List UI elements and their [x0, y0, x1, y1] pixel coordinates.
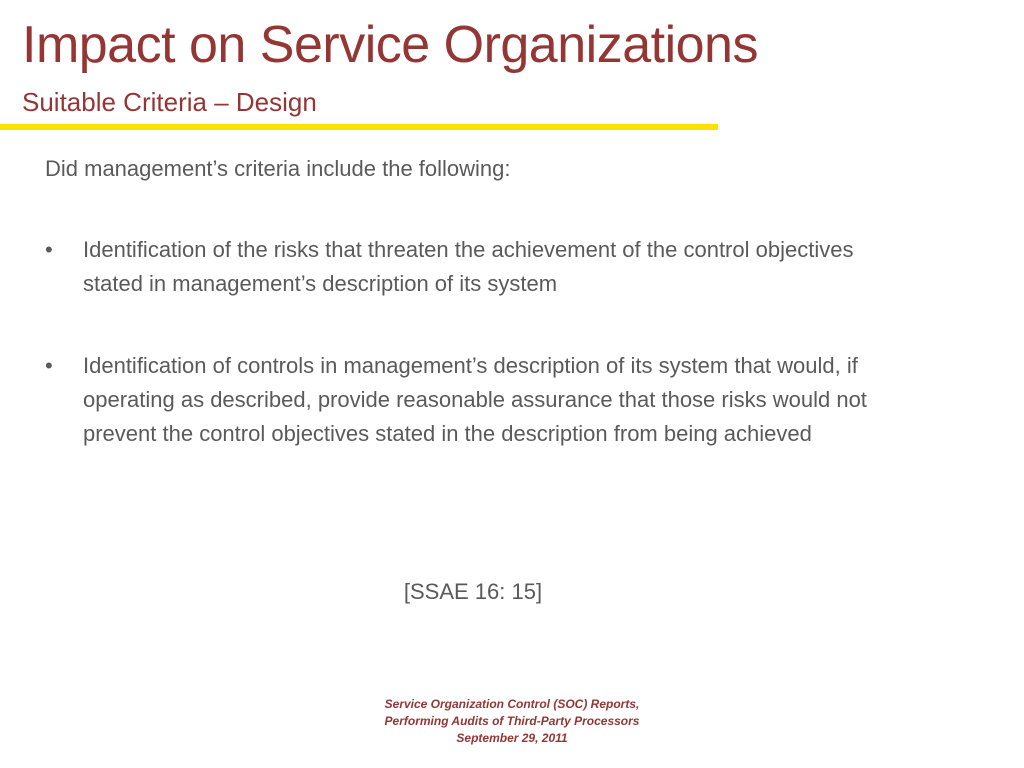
- accent-divider: [0, 124, 718, 130]
- footer-line-1: Service Organization Control (SOC) Reports,: [384, 697, 640, 711]
- bullet-item: [45, 233, 905, 301]
- footer-line-2: Performing Audits of Third-Party Processors: [384, 714, 640, 728]
- bullet-item: [45, 349, 905, 451]
- slide-footer: [0, 696, 1024, 747]
- slide-title: Impact on Service Organizations: [22, 16, 758, 74]
- slide-subtitle: Suitable Criteria – Design: [22, 87, 317, 117]
- bullet-dot-icon: •: [45, 237, 53, 262]
- bullet-dot-icon: •: [45, 353, 53, 378]
- bullet-list: [45, 233, 905, 499]
- bullet-text: Identification of controls in management’s description of its system that would, if operating as described, provide reasonable assurance that those risks would not prevent the control objectives stated in the description from being achieved: [83, 353, 867, 446]
- citation-reference: [SSAE 16: 15]: [403, 579, 543, 604]
- intro-text: Did management’s criteria include the following:: [45, 156, 511, 181]
- bullet-text: Identification of the risks that threaten the achievement of the control objectives stated in management’s description of its system: [83, 237, 854, 296]
- footer-line-3: September 29, 2011: [456, 731, 568, 745]
